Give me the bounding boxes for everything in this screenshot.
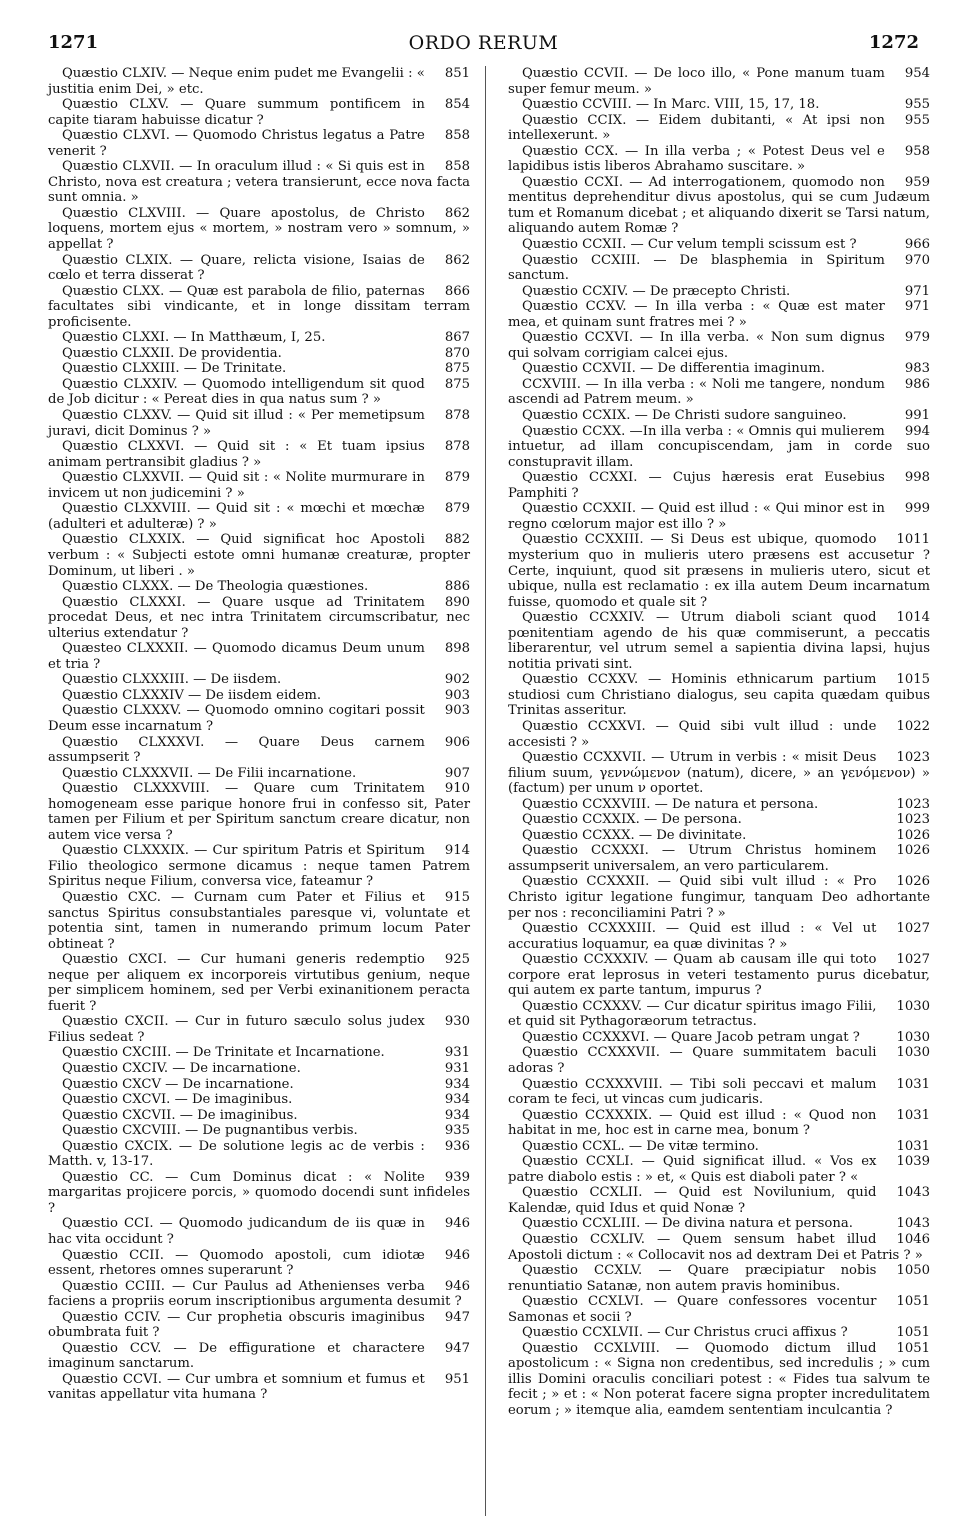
entry-page-number: 878 bbox=[444, 408, 470, 424]
toc-entry bbox=[48, 1372, 470, 1403]
entry-page-number: 1026 bbox=[896, 874, 930, 890]
entry-page-number: 890 bbox=[444, 594, 470, 610]
entry-text: Quæstio CCXIX. — De Christi sudore sanguineo. bbox=[522, 408, 847, 424]
entry-text: Quæstio CCXIII. — De blasphemia in Spiritum sanctum. bbox=[508, 252, 885, 284]
toc-entry bbox=[508, 424, 930, 471]
entry-text: Quæstio CCII. — Quomodo apostoli, cum idiotæ essent, rhetores omnes superarunt ? bbox=[48, 1247, 425, 1279]
entry-text: Quæstio CCXLVI. — Quare confessores vocentur Samonas et socii ? bbox=[508, 1294, 877, 1325]
entry-text: Quæstio CLXXVI. — Quid sit : « Et tuam ipsius animam pertransibit gladius ? » bbox=[48, 439, 425, 470]
entry-page-number: 994 bbox=[904, 423, 930, 439]
entry-page-number: 1027 bbox=[896, 921, 930, 937]
entry-text: Quæstio CCXIV. — De præcepto Christi. bbox=[522, 283, 791, 299]
entry-text: Quæstio CCXXVIII. — De natura et persona. bbox=[522, 796, 819, 812]
entry-text: Quæstio CCI. — Quomodo judicandum de iis quæ in hac vita occidunt ? bbox=[48, 1216, 425, 1248]
entry-page-number: 934 bbox=[444, 1076, 470, 1092]
toc-entry bbox=[508, 470, 930, 501]
toc-entry bbox=[48, 1108, 470, 1124]
entry-page-number: 1014 bbox=[896, 610, 930, 626]
entry-text: Quæstio CCXLIII. — De divina natura et persona. bbox=[522, 1216, 853, 1232]
entry-page-number: 854 bbox=[444, 97, 470, 113]
entry-text: Quæstio CCIV. — Cur prophetia obscuris imaginibus obumbrata fuit ? bbox=[48, 1309, 425, 1341]
entry-page-number: 882 bbox=[444, 532, 470, 548]
toc-entry bbox=[508, 672, 930, 719]
entry-text: Quæstio CLXXVII. — Quid sit : « Nolite murmurare in invicem ut non judicemini ? » bbox=[48, 470, 425, 501]
toc-entry bbox=[508, 253, 930, 284]
entry-page-number: 934 bbox=[444, 1092, 470, 1108]
entry-page-number: 966 bbox=[904, 237, 930, 253]
toc-entry bbox=[48, 253, 470, 284]
toc-entry bbox=[48, 346, 470, 362]
entry-page-number: 971 bbox=[904, 283, 930, 299]
entry-page-number: 931 bbox=[444, 1061, 470, 1076]
toc-entry bbox=[508, 66, 930, 97]
toc-entry bbox=[508, 874, 930, 921]
entry-page-number: 1023 bbox=[896, 796, 930, 812]
entry-text: Quæstio CLXXXVI. — Quare Deus carnem assumpserit ? bbox=[48, 734, 425, 766]
right-column bbox=[508, 66, 930, 1419]
toc-entry bbox=[508, 1325, 930, 1341]
entry-page-number: 910 bbox=[444, 781, 470, 797]
entry-text: Quæstio CCXXXIV. — Quam ab causam ille qui toto corpore erat leprosus in veteri testamento purus dicebatur, qui autem ex parte tantum, impurus ? bbox=[508, 952, 930, 999]
entry-page-number: 954 bbox=[904, 66, 930, 81]
entry-page-number: 1039 bbox=[896, 1154, 930, 1170]
entry-page-number: 999 bbox=[904, 501, 930, 517]
toc-entry bbox=[48, 1061, 470, 1077]
toc-entry bbox=[508, 113, 930, 144]
entry-text: Quæstio CLXXX. — De Theologia quæstiones. bbox=[62, 579, 369, 595]
entry-text: Quæstio CCVIII. — In Marc. VIII, 15, 17, 18. bbox=[522, 97, 820, 113]
entry-page-number: 906 bbox=[444, 734, 470, 750]
toc-entry bbox=[48, 66, 470, 97]
entry-page-number: 851 bbox=[444, 66, 470, 81]
toc-entry bbox=[48, 128, 470, 159]
entry-text: Quæstio CXCIII. — De Trinitate et Incarnatione. bbox=[62, 1045, 385, 1061]
entry-text: Quæstio CCXLVIII. — Quomodo dictum illud apostolicum : « Signa non credentibus, sed incredulis ; » cum illis Domini oraculis conciliari potest : « Fides tua salvum te fecit ; » et : « Non poterat facere signa propter incredulitatem eorum ; » itemque alia, eamdem sententiam inculcantia ? bbox=[508, 1340, 930, 1419]
entry-text: Quæstio CLXXIX. — Quid significat hoc Apostoli verbum : « Subjecti estote omni humanæ creaturæ, propter Dominum, ut liberi . » bbox=[48, 532, 470, 579]
toc-entry bbox=[48, 470, 470, 501]
entry-page-number: 1051 bbox=[896, 1325, 930, 1341]
entry-page-number: 1051 bbox=[896, 1340, 930, 1356]
entry-text: Quæstio CXCVIII. — De pugnantibus verbis. bbox=[62, 1123, 358, 1139]
entry-page-number: 946 bbox=[444, 1247, 470, 1263]
entry-text: Quæstio CCXX. —In illa verba : « Omnis qui mulierem intuetur, ad illam concupiscendam, jam in corde suo constupravit illam. bbox=[508, 423, 930, 470]
toc-entry bbox=[48, 501, 470, 532]
entry-text: Quæstio CCV. — De effiguratione et charactere imaginum sanctarum. bbox=[48, 1340, 425, 1372]
entry-page-number: 867 bbox=[444, 330, 470, 346]
entry-text: Quæstio CCXXII. — Quid est illud : « Qui minor est in regno cœlorum major est illo ? » bbox=[508, 501, 885, 532]
entry-text: Quæstio CLXXXIII. — De iisdem. bbox=[62, 672, 282, 688]
entry-text: Quæstio CLXXI. — In Matthæum, I, 25. bbox=[62, 330, 326, 346]
entry-text: Quæstio CCXXXIX. — Quid est illud : « Quod non habitat in me, hoc est in carne mea, bonum ? bbox=[508, 1107, 877, 1139]
toc-entry bbox=[508, 1216, 930, 1232]
entry-page-number: 1023 bbox=[896, 812, 930, 828]
entry-text: Quæstio CCXXV. — Hominis ethnicarum partium studiosi cum Christiano dialogus, seu capita quædam quibus Trinitas asseritur. bbox=[508, 672, 930, 719]
entry-page-number: 914 bbox=[444, 843, 470, 859]
entry-page-number: 1050 bbox=[896, 1263, 930, 1279]
entry-page-number: 866 bbox=[444, 283, 470, 299]
entry-text: Quæstio CCXII. — Cur velum templi scissum est ? bbox=[522, 237, 857, 253]
toc-entry bbox=[48, 159, 470, 206]
entry-text: Quæstio CCXXIV. — Utrum diaboli sciant quod pœnitentiam agendo de his quæ commiserunt, a peccatis liberarentur, vel utrum semel a sapientia divina lapsi, hujus notitia privati sint. bbox=[508, 610, 930, 672]
entry-text: Quæstio CCXXXVII. — Quare summitatem baculi adoras ? bbox=[508, 1045, 877, 1076]
entry-text: Quæstio CXCVII. — De imaginibus. bbox=[62, 1107, 298, 1123]
entry-text: Quæstio CLXXVIII. — Quid sit : « mœchi et mœchæ (adulteri et adulteræ) ? » bbox=[48, 501, 425, 532]
toc-entry bbox=[508, 1045, 930, 1076]
entry-text: Quæstio CCXVI. — In illa verba. « Non sum dignus qui solvam corrigiam calcei ejus. bbox=[508, 330, 885, 361]
entry-page-number: 1027 bbox=[896, 952, 930, 968]
toc-entry bbox=[48, 735, 470, 766]
running-header bbox=[48, 32, 919, 58]
entry-text: Quæstio CXCII. — Cur in futuro sæculo solus judex Filius sedeat ? bbox=[48, 1014, 425, 1045]
toc-entry bbox=[48, 439, 470, 470]
entry-page-number: 870 bbox=[444, 345, 470, 361]
toc-entry bbox=[508, 828, 930, 844]
entry-page-number: 879 bbox=[444, 501, 470, 517]
entry-page-number: 970 bbox=[904, 252, 930, 268]
entry-text: Quæstio CCXXVII. — Utrum in verbis : « misit Deus filium suum, γεννώμενον (natum), dicere, » an γενόμενον) » (factum) per unum ν oportet. bbox=[508, 750, 930, 797]
toc-entry bbox=[48, 1014, 470, 1045]
toc-entry bbox=[48, 781, 470, 843]
entry-text: Quæsteo CLXXXII. — Quomodo dicamus Deum unum et tria ? bbox=[48, 641, 425, 672]
entry-text: Quæstio CCVI. — Cur umbra et somnium et fumus et vanitas appellatur vita humana ? bbox=[48, 1371, 425, 1403]
toc-entry bbox=[508, 1232, 930, 1263]
entry-page-number: 1011 bbox=[896, 532, 930, 548]
entry-page-number: 930 bbox=[444, 1014, 470, 1030]
entry-text: Quæstio CCXXXV. — Cur dicatur spiritus imago Filii, et quid sit Pythagoræorum tetractus. bbox=[508, 998, 877, 1030]
entry-page-number: 915 bbox=[444, 889, 470, 905]
entry-page-number: 955 bbox=[904, 112, 930, 128]
toc-entry bbox=[48, 1216, 470, 1247]
entry-page-number: 862 bbox=[444, 205, 470, 221]
entry-page-number: 879 bbox=[444, 470, 470, 486]
entry-text: Quæstio CCXXXI. — Utrum Christus hominem assumpserit universalem, an vero particularem. bbox=[508, 843, 877, 874]
toc-entry bbox=[508, 1294, 930, 1325]
entry-page-number: 986 bbox=[904, 376, 930, 392]
toc-entry bbox=[48, 641, 470, 672]
toc-entry bbox=[48, 688, 470, 704]
toc-entry bbox=[48, 1045, 470, 1061]
entry-page-number: 1030 bbox=[896, 1029, 930, 1045]
entry-text: Quæstio CLXXIII. — De Trinitate. bbox=[62, 361, 287, 377]
entry-text: Quæstio CLXVIII. — Quare apostolus, de Christo loquens, mortem ejus « mortem, » nostram vero » somnum, » appellat ? bbox=[48, 205, 470, 253]
toc-entry bbox=[508, 750, 930, 797]
page-number-left: 1271 bbox=[48, 32, 99, 53]
entry-page-number: 1022 bbox=[896, 718, 930, 734]
entry-page-number: 934 bbox=[444, 1107, 470, 1123]
toc-entry bbox=[48, 1248, 470, 1279]
entry-text: Quæstio CLXXXVII. — De Filii incarnatione. bbox=[62, 765, 357, 781]
toc-entry bbox=[508, 999, 930, 1030]
toc-entry bbox=[48, 330, 470, 346]
toc-entry bbox=[508, 361, 930, 377]
toc-entry bbox=[48, 766, 470, 782]
entry-text: Quæstio CXCIV. — De incarnatione. bbox=[62, 1061, 301, 1076]
entry-page-number: 1031 bbox=[896, 1138, 930, 1154]
toc-entry bbox=[508, 330, 930, 361]
entry-page-number: 903 bbox=[444, 687, 470, 703]
entry-text: Quæstio CCXXXIII. — Quid est illud : « Vel ut accuratius loquamur, ea quæ divinitas ? » bbox=[508, 921, 877, 952]
entry-page-number: 1026 bbox=[896, 843, 930, 859]
entry-page-number: 862 bbox=[444, 252, 470, 268]
toc-entry bbox=[48, 1310, 470, 1341]
toc-entry bbox=[508, 843, 930, 874]
entry-page-number: 946 bbox=[444, 1216, 470, 1232]
entry-text: Quæstio CCXXIII. — Si Deus est ubique, quomodo mysterium quo in mulieris utero præsens est accusetur ? Certe, inquiunt, quod sit præsens in mulieris utero, sicut et ubique, nulla est reclamatio : ex illa autem Deum incarnatum fuisse, quomodo et quale sit ? bbox=[508, 532, 930, 610]
entry-text: Quæstio CXCI. — Cur humani generis redemptio neque per aliquem ex incorporeis virtutibus genium, neque per simplicem hominem, sed per Verbi exinanitionem peracta fuerit ? bbox=[48, 952, 470, 1014]
toc-entry bbox=[48, 672, 470, 688]
toc-entry bbox=[508, 1263, 930, 1294]
toc-entry bbox=[48, 1279, 470, 1310]
toc-entry bbox=[48, 284, 470, 331]
entry-page-number: 947 bbox=[444, 1340, 470, 1356]
entry-page-number: 858 bbox=[444, 128, 470, 144]
toc-entry bbox=[508, 299, 930, 330]
toc-entry bbox=[508, 1108, 930, 1139]
entry-text: Quæstio CCXI. — Ad interrogationem, quomodo non mentitus deprehenditur divus apostolus, qui se cum Judæum tum et Romanum dicebat ; et aliquando dixerit se Tarsi natum, aliquando autem Romæ ? bbox=[508, 174, 930, 237]
toc-entry bbox=[508, 921, 930, 952]
page-number-right: 1272 bbox=[868, 32, 919, 53]
toc-entry bbox=[508, 237, 930, 253]
toc-entry bbox=[48, 532, 470, 579]
toc-entry bbox=[48, 579, 470, 595]
entry-text: Quæstio CLXXXIX. — Cur spiritum Patris et Spiritum Filio theologico sermone dicamus : neque tamen Patrem Spiritus neque Filium, conversa vice, fateamur ? bbox=[48, 843, 470, 890]
toc-entry bbox=[508, 377, 930, 408]
toc-entry bbox=[508, 1077, 930, 1108]
entry-page-number: 907 bbox=[444, 765, 470, 781]
entry-page-number: 1030 bbox=[896, 1045, 930, 1061]
column-divider bbox=[485, 66, 486, 1516]
entry-text: Quæstio CXCV — De incarnatione. bbox=[62, 1076, 294, 1092]
entry-page-number: 991 bbox=[904, 408, 930, 424]
entry-text: Quæstio CLXXXV. — Quomodo omnino cogitari possit Deum esse incarnatum ? bbox=[48, 703, 425, 734]
entry-page-number: 947 bbox=[444, 1309, 470, 1325]
entry-text: Quæstio CCXXXII. — Quid sibi vult illud : « Pro Christo igitur legatione fungimur, tanquam Deo adhortante per nos : reconciliamini Patri ? » bbox=[508, 874, 930, 921]
toc-entry bbox=[508, 610, 930, 672]
entry-text: Quæstio CCXVII. — De differentia imaginum. bbox=[522, 361, 825, 377]
entry-text: Quæstio CC. — Cum Dominus dicat : « Nolite margaritas projicere porcis, » quomodo docendi sunt infideles ? bbox=[48, 1169, 470, 1216]
entry-text: Quæstio CCXLV. — Quare præcipiatur nobis renuntiatio Satanæ, non autem pravis hominibus. bbox=[508, 1263, 877, 1294]
entry-page-number: 1031 bbox=[896, 1076, 930, 1092]
entry-text: Quæstio CLXXXI. — Quare usque ad Trinitatem procedat Deus, et nec intra Trinitatem circumscribatur, nec ulterius extendatur ? bbox=[48, 594, 470, 641]
entry-text: Quæstio CCXXVI. — Quid sibi vult illud : unde accesisti ? » bbox=[508, 718, 877, 750]
toc-entry bbox=[508, 1154, 930, 1185]
entry-text: Quæstio CCXLII. — Quid est Novilunium, quid Kalendæ, quid Idus et quid Nonæ ? bbox=[508, 1185, 877, 1216]
entry-text: Quæstio CLXVI. — Quomodo Christus legatus a Patre venerit ? bbox=[48, 128, 425, 159]
entry-text: Quæstio CLXX. — Quæ est parabola de filio, paternas facultates sibi vindicante, et in longe dissitam terram proficisente. bbox=[48, 283, 470, 330]
entry-text: Quæstio CXCIX. — De solutione legis ac de verbis : Matth. v, 13-17. bbox=[48, 1138, 425, 1170]
entry-page-number: 1030 bbox=[896, 998, 930, 1014]
toc-entry bbox=[48, 843, 470, 890]
entry-text: Quæstio CLXXXIV — De iisdem eidem. bbox=[62, 687, 322, 703]
entry-page-number: 946 bbox=[444, 1278, 470, 1294]
toc-entry bbox=[508, 812, 930, 828]
entry-text: Quæstio CCXV. — In illa verba : « Quæ est mater mea, et quinam sunt fratres mei ? » bbox=[508, 299, 885, 330]
toc-entry bbox=[508, 501, 930, 532]
toc-entry bbox=[48, 1092, 470, 1108]
toc-entry bbox=[508, 952, 930, 999]
toc-entry bbox=[508, 284, 930, 300]
entry-text: Quæstio CCXXX. — De divinitate. bbox=[522, 827, 747, 843]
entry-page-number: 971 bbox=[904, 299, 930, 315]
entry-text: Quæstio CLXXXVIII. — Quare cum Trinitatem homogeneam esse parique honore frui in confesso sit, Pater tamen per Filium et per Spiritum sanctum creare dicatur, non autem vice versa ? bbox=[48, 781, 470, 843]
toc-entry bbox=[48, 703, 470, 734]
toc-entry bbox=[48, 1139, 470, 1170]
entry-page-number: 939 bbox=[444, 1169, 470, 1185]
entry-text: Quæstio CCXXIX. — De persona. bbox=[522, 812, 742, 828]
toc-entry bbox=[508, 1030, 930, 1046]
entry-text: Quæstio CCIII. — Cur Paulus ad Athenienses verba faciens a propriis eorum inscriptionibus argumenta desumit ? bbox=[48, 1278, 462, 1310]
toc-entry bbox=[508, 408, 930, 424]
entry-page-number: 935 bbox=[444, 1123, 470, 1139]
entry-text: Quæstio CCXXXVI. — Quare Jacob petram ungat ? bbox=[522, 1029, 860, 1045]
entry-page-number: 931 bbox=[444, 1045, 470, 1061]
toc-entry bbox=[48, 97, 470, 128]
entry-text: CCXVIII. — In illa verba : « Noli me tangere, nondum ascendi ad Patrem meum. » bbox=[508, 376, 885, 408]
toc-entry bbox=[508, 532, 930, 610]
entry-text: Quæstio CCXLVII. — Cur Christus cruci affixus ? bbox=[522, 1325, 848, 1341]
entry-page-number: 958 bbox=[904, 143, 930, 159]
entry-page-number: 1051 bbox=[896, 1294, 930, 1310]
toc-entry bbox=[508, 797, 930, 813]
toc-entry bbox=[508, 1185, 930, 1216]
entry-page-number: 936 bbox=[444, 1138, 470, 1154]
entry-page-number: 979 bbox=[904, 330, 930, 346]
toc-entry bbox=[508, 175, 930, 237]
entry-page-number: 1026 bbox=[896, 827, 930, 843]
toc-entry bbox=[48, 952, 470, 1014]
entry-text: Quæstio CCXXXVIII. — Tibi soli peccavi et malum coram te feci, ut vincas cum judicaris. bbox=[508, 1076, 877, 1108]
entry-page-number: 858 bbox=[444, 159, 470, 175]
entry-page-number: 955 bbox=[904, 97, 930, 113]
entry-page-number: 1043 bbox=[896, 1216, 930, 1232]
toc-entry bbox=[508, 1341, 930, 1419]
entry-page-number: 1015 bbox=[896, 672, 930, 688]
entry-text: Quæstio CCVII. — De loco illo, « Pone manum tuam super femur meum. » bbox=[508, 66, 885, 97]
entry-page-number: 875 bbox=[444, 361, 470, 377]
entry-page-number: 1023 bbox=[896, 750, 930, 766]
entry-text: Quæstio CLXV. — Quare summum pontificem in capite tiaram habuisse dicatur ? bbox=[48, 97, 425, 128]
toc-entry bbox=[48, 890, 470, 952]
toc-entry bbox=[48, 206, 470, 253]
entry-text: Quæstio CLXIX. — Quare, relicta visione, Isaias de cœlo et terra disserat ? bbox=[48, 252, 425, 284]
entry-page-number: 925 bbox=[444, 952, 470, 968]
page-title: ORDO RERUM bbox=[408, 32, 559, 54]
entry-text: Quæstio CXCVI. — De imaginibus. bbox=[62, 1092, 293, 1108]
entry-page-number: 959 bbox=[904, 174, 930, 190]
toc-entry bbox=[48, 1123, 470, 1139]
entry-text: Quæstio CLXIV. — Neque enim pudet me Evangelii : « justitia enim Dei, » etc. bbox=[48, 66, 425, 97]
entry-text: Quæstio CLXXV. — Quid sit illud : « Per memetipsum juravi, dicit Dominus ? » bbox=[48, 408, 425, 439]
toc-entry bbox=[48, 408, 470, 439]
toc-entry bbox=[508, 1139, 930, 1155]
entry-page-number: 898 bbox=[444, 641, 470, 657]
entry-page-number: 1043 bbox=[896, 1185, 930, 1201]
entry-text: Quæstio CLXXII. De providentia. bbox=[62, 345, 282, 361]
toc-entry bbox=[508, 719, 930, 750]
entry-page-number: 903 bbox=[444, 703, 470, 719]
toc-entry bbox=[48, 595, 470, 642]
toc-entry bbox=[48, 1077, 470, 1093]
entry-page-number: 983 bbox=[904, 361, 930, 377]
entry-page-number: 998 bbox=[904, 470, 930, 486]
entry-text: Quæstio CXC. — Curnam cum Pater et Filius et sanctus Spiritus consubstantiales paresque vi, voluntate et potentia sint, tamen in numerando primum locum Pater obtineat ? bbox=[48, 889, 470, 952]
entry-text: Quæstio CLXXIV. — Quomodo intelligendum sit quod de Job dicitur : « Pereat dies in qua natus sum ? » bbox=[48, 376, 425, 408]
toc-entry bbox=[48, 1170, 470, 1217]
entry-page-number: 886 bbox=[444, 579, 470, 595]
entry-text: Quæstio CLXVII. — In oraculum illud : « Si quis est in Christo, nova est creatura ; vetera transierunt, ecce nova facta sunt omnia. » bbox=[48, 159, 470, 206]
left-column bbox=[48, 66, 470, 1403]
entry-page-number: 875 bbox=[444, 376, 470, 392]
entry-page-number: 878 bbox=[444, 439, 470, 455]
entry-text: Quæstio CCX. — In illa verba ; « Potest Deus vel e lapidibus istis liberos Abrahamo suscitare. » bbox=[508, 143, 885, 175]
toc-entry bbox=[48, 377, 470, 408]
toc-entry bbox=[48, 1341, 470, 1372]
toc-entry bbox=[48, 361, 470, 377]
toc-entry bbox=[508, 97, 930, 113]
entry-text: Quæstio CCXLI. — Quid significat illud. « Vos ex patre diabolo estis : » et, « Quis est diaboli pater ? « bbox=[508, 1154, 877, 1185]
entry-text: Quæstio CCXLIV. — Quem sensum habet illud Apostoli dictum : « Collocavit nos ad dextram Dei et Patris ? » bbox=[508, 1232, 923, 1263]
entry-page-number: 1031 bbox=[896, 1107, 930, 1123]
entry-text: Quæstio CCXL. — De vitæ termino. bbox=[522, 1138, 759, 1154]
entry-text: Quæstio CCXXI. — Cujus hæresis erat Eusebius Pamphiti ? bbox=[508, 470, 885, 501]
entry-page-number: 951 bbox=[444, 1371, 470, 1387]
entry-page-number: 902 bbox=[444, 672, 470, 688]
toc-entry bbox=[508, 144, 930, 175]
entry-text: Quæstio CCIX. — Eidem dubitanti, « At ipsi non intellexerunt. » bbox=[508, 112, 885, 144]
entry-page-number: 1046 bbox=[896, 1232, 930, 1248]
